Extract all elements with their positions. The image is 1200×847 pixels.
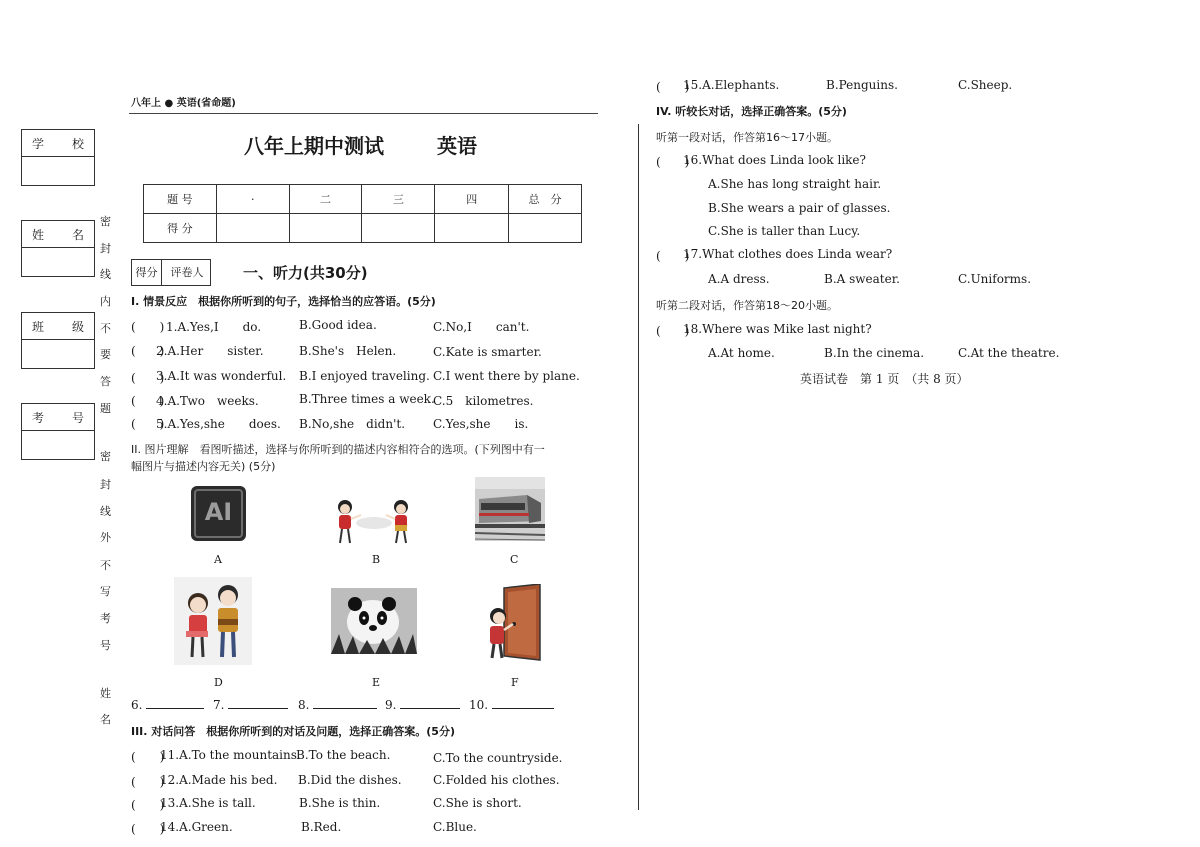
part2-title-line1: II. 图片理解 看图听描述，选择与你所听到的描述内容相符合的选项。(下列图中有一 xyxy=(131,443,545,456)
answer-blank-9[interactable]: 9. xyxy=(385,698,460,712)
score-cell-4[interactable] xyxy=(435,214,509,243)
score-cell-2[interactable] xyxy=(289,214,362,243)
column-divider xyxy=(638,124,639,810)
part2-title-line2: 幅图片与描述内容无关) (5分) xyxy=(131,460,276,473)
picture-label-d: D xyxy=(214,676,223,689)
score-table xyxy=(143,184,582,243)
answer-blank-8[interactable]: 8. xyxy=(298,698,377,712)
info-box-class: 班 级 xyxy=(21,312,95,369)
picture-label-a: A xyxy=(214,553,222,566)
info-box-exam-number: 考 号 xyxy=(21,403,95,460)
info-box-name: 姓 名 xyxy=(21,220,95,277)
part1-title: I. 情景反应 根据你所听到的句子，选择恰当的应答语。(5分) xyxy=(131,295,436,308)
answer-blank-6[interactable]: 6. xyxy=(131,698,204,712)
answer-blank-7[interactable]: 7. xyxy=(213,698,288,712)
exam-title: 八年上期中测试 xyxy=(244,134,384,158)
picture-label-c: C xyxy=(510,553,519,566)
picture-label-e: E xyxy=(372,676,381,689)
page-footer: 英语试卷 第 1 页 （共 8 页） xyxy=(800,372,969,386)
table-row: 得 分 xyxy=(144,214,582,243)
table-row: 题 号 · 二 三 四 总 分 xyxy=(144,185,582,214)
ai-logo-icon: AI xyxy=(191,486,246,541)
picture-label-f: F xyxy=(511,676,519,689)
kids-standing-icon xyxy=(174,577,252,665)
panda-icon xyxy=(331,588,417,654)
score-cell-total[interactable] xyxy=(509,214,582,243)
section-title-listening: 一、听力(共30分) xyxy=(243,264,368,282)
part4-title: IV. 听较长对话，选择正确答案。(5分) xyxy=(656,105,847,118)
dialog2-instruction: 听第二段对话，作答第18～20小题。 xyxy=(656,299,838,312)
exam-subject: 英语 xyxy=(437,134,477,158)
page-header: 八年上 ● 英语(省命题) xyxy=(131,98,236,109)
train-icon xyxy=(475,477,545,541)
score-cell-1[interactable] xyxy=(216,214,289,243)
grader-box: 得分 评卷人 xyxy=(131,259,211,286)
info-box-school: 学 校 xyxy=(21,129,95,186)
picture-label-b: B xyxy=(372,553,381,566)
kids-greeting-icon xyxy=(329,495,419,551)
boy-opening-door-icon xyxy=(486,584,542,664)
score-cell-3[interactable] xyxy=(362,214,435,243)
header-rule xyxy=(129,113,598,114)
answer-blank-10[interactable]: 10. xyxy=(469,698,554,712)
part3-title: III. 对话问答 根据你所听到的对话及问题，选择正确答案。(5分) xyxy=(131,725,455,738)
dialog1-instruction: 听第一段对话，作答第16～17小题。 xyxy=(656,131,838,144)
